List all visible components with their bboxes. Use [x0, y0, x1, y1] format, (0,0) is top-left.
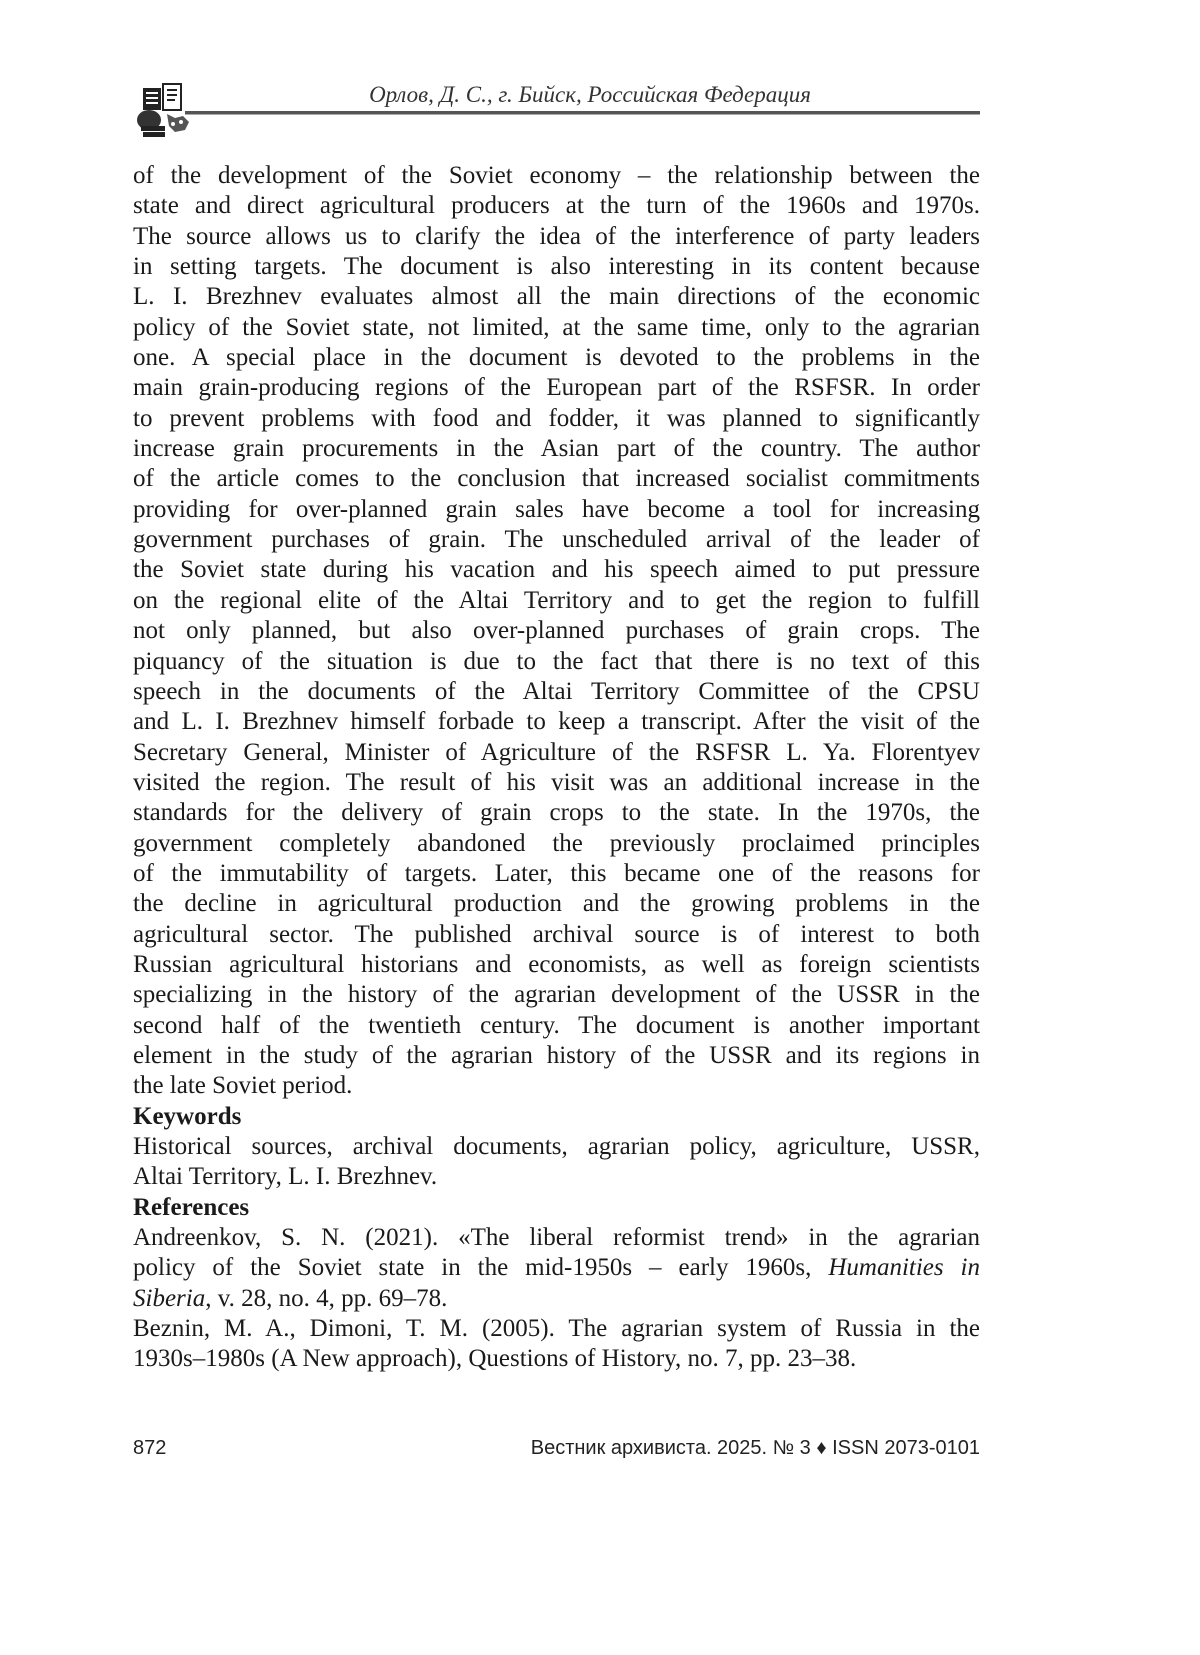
reference-line: [133, 1253, 980, 1283]
abstract-line: the late Soviet period.: [133, 1072, 353, 1100]
reference-item: [133, 1314, 980, 1375]
abstract-line: Russian agricultural historians and economists, as well as foreign scientists: [133, 950, 980, 978]
abstract-line: the Soviet state during his vacation and his speech aimed to put pressure: [133, 556, 980, 584]
keywords-heading: Keywords: [133, 1102, 242, 1130]
journal-title: Siberia: [133, 1284, 206, 1312]
abstract-line: of the immutability of targets. Later, this became one of the reasons for: [133, 859, 980, 887]
reference-line: 1930s–1980s (A New approach), Questions of History, no. 7, pp. 23–38.: [133, 1345, 857, 1373]
abstract-line: to prevent problems with food and fodder, it was planned to significantly: [133, 404, 980, 432]
abstract-line: specializing in the history of the agrarian development of the USSR in the: [133, 981, 980, 1009]
reference-line: Andreenkov, S. N. (2021). «The liberal reformist trend» in the agrarian: [133, 1224, 980, 1252]
abstract-line: Secretary General, Minister of Agriculture of the RSFSR L. Ya. Florentyev: [133, 738, 980, 766]
page-body: [133, 161, 980, 1375]
header-rule: [185, 111, 980, 115]
journal-logo: [133, 80, 197, 138]
reference-text: policy of the Soviet state in the mid-1950s – early 1960s,: [133, 1254, 829, 1282]
abstract-line: standards for the delivery of grain crops to the state. In the 1970s, the: [133, 799, 980, 827]
reference-line: [133, 1284, 980, 1314]
references-heading: References: [133, 1193, 250, 1221]
abstract-line: second half of the twentieth century. The document is another important: [133, 1011, 980, 1039]
abstract-line: policy of the Soviet state, not limited, at the same time, only to the agrarian: [133, 313, 980, 341]
abstract-line: speech in the documents of the Altai Territory Committee of the CPSU: [133, 677, 980, 705]
reference-item: [133, 1223, 980, 1314]
abstract-line: not only planned, but also over-planned purchases of grain crops. The: [133, 617, 980, 645]
abstract-line: L. I. Brezhnev evaluates almost all the main directions of the economic: [133, 283, 980, 311]
abstract-line: on the regional elite of the Altai Territory and to get the region to fulfill: [133, 586, 980, 614]
abstract-line: one. A special place in the document is devoted to the problems in the: [133, 344, 980, 372]
page-number: 872: [133, 1437, 167, 1459]
abstract-line: and L. I. Brezhnev himself forbade to keep a transcript. After the visit of the: [133, 708, 980, 736]
keywords-line: Altai Territory, L. I. Brezhnev.: [133, 1163, 438, 1191]
reference-text: , v. 28, no. 4, pp. 69–78.: [205, 1284, 448, 1312]
keywords-line: Historical sources, archival documents, agrarian policy, agriculture, USSR,: [133, 1133, 980, 1160]
abstract-line: The source allows us to clarify the idea of the interference of party leaders: [133, 222, 980, 250]
abstract-line: providing for over-planned grain sales have become a tool for increasing: [133, 495, 980, 523]
abstract-line: element in the study of the agrarian history of the USSR and its regions in: [133, 1041, 980, 1069]
abstract-line: piquancy of the situation is due to the fact that there is no text of this: [133, 647, 980, 675]
abstract: [133, 161, 980, 1102]
abstract-line: visited the region. The result of his visit was an additional increase in the: [133, 768, 980, 796]
abstract-line: of the development of the Soviet economy – the relationship between the: [133, 162, 980, 189]
abstract-line: government purchases of grain. The unscheduled arrival of the leader of: [133, 526, 980, 554]
abstract-line: state and direct agricultural producers at the turn of the 1960s and 1970s.: [133, 192, 980, 220]
abstract-line: the decline in agricultural production and the growing problems in the: [133, 890, 980, 918]
journal-title: Humanities in: [828, 1254, 981, 1282]
reference-line: Beznin, M. A., Dimoni, T. M. (2005). The agrarian system of Russia in the: [133, 1315, 980, 1343]
abstract-line: in setting targets. The document is also interesting in its content because: [133, 253, 980, 281]
abstract-line: agricultural sector. The published archival source is of interest to both: [133, 920, 980, 948]
running-title: Орлов, Д. С., г. Бийск, Российская Федерация: [369, 82, 811, 107]
abstract-line: government completely abandoned the previously proclaimed principles: [133, 829, 980, 857]
journal-info: Вестник архивиста. 2025. № 3 ♦ ISSN 2073-0101: [530, 1437, 980, 1459]
abstract-line: main grain-producing regions of the European part of the RSFSR. In order: [133, 374, 980, 402]
abstract-line: increase grain procurements in the Asian part of the country. The author: [133, 435, 980, 463]
abstract-line: of the article comes to the conclusion that increased socialist commitments: [133, 465, 980, 493]
